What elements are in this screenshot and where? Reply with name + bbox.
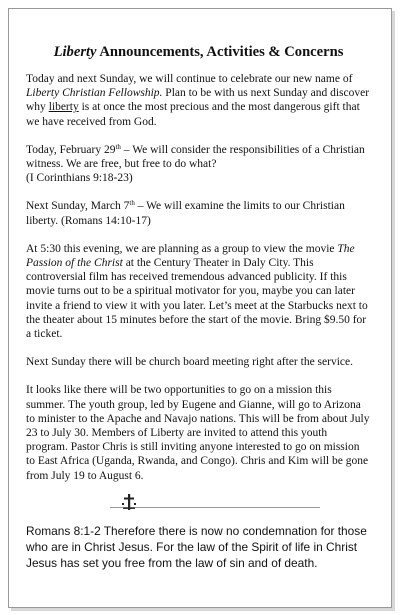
- page-title: [26, 44, 371, 61]
- text: – We will examine the limits to our Christian liberty. (Romans 14:10-17): [26, 200, 345, 227]
- section-divider: [110, 507, 320, 508]
- ordinal-suffix: th: [115, 142, 121, 151]
- paragraph-mission: It looks like there will be two opportunities to go on a mission this summer. The youth group, led by Eugene and Gianne, will go to Arizona to minister to the Apache and Navajo nations. This will be from about July 23 to July 30. Members of Liberty are invited to attend this youth program. Pastor Chris is still inviting anyone interested to go on mission to East Africa (Uganda, Rwanda, and Congo). Chris and Kim will be gone from July 19 to August 6.: [26, 384, 370, 482]
- text: Next Sunday, March 7: [26, 200, 130, 213]
- paragraph-today: [26, 143, 371, 186]
- liberty-word: liberty: [48, 101, 79, 114]
- text: is at once the most precious and the most dangerous gift that we have received from God.: [26, 101, 360, 128]
- text: Plan to be with us next Sunday and discover why: [26, 87, 370, 114]
- fellowship-name: Liberty Christian Fellowship.: [26, 87, 163, 100]
- announcements: [26, 72, 371, 497]
- paragraph-movie: [26, 242, 371, 341]
- movie-title: The Passion of the Christ: [26, 242, 355, 270]
- text: – We will consider the responsibilities of a Christian witness. We are free, but free to do what?: [26, 143, 365, 171]
- text: at the Century Theater in Daly City. This controversial film has received tremendous advanced publicity. If this movie turns out to be a spiritual motivator for you, maybe you can later invite a friend to view it with you later. Let’s meet at the Starbucks next to the theater about 15 minutes before the start of the movie. Bring $9.50 for a ticket.: [26, 257, 368, 341]
- title-rest: Announcements, Activities & Concerns: [96, 44, 344, 60]
- text: Today, February 29: [26, 143, 116, 156]
- scripture-verse: Romans 8:1-2 Therefore there is now no condemnation for those who are in Christ Jesus. For the law of the Spirit of life in Christ Jesus has set you free from the law of sin and of death.: [26, 524, 367, 570]
- text: Today and next Sunday, we will continue to celebrate our new name of: [26, 73, 353, 85]
- paragraph-new-name: [26, 72, 371, 129]
- scripture-reference: (I Corinthians 9:18-23): [26, 172, 133, 185]
- ordinal-suffix: th: [129, 199, 135, 208]
- paragraph-next-sunday: [26, 199, 371, 227]
- title-brand: Liberty: [53, 44, 97, 60]
- paragraph-board-meeting: Next Sunday there will be church board meeting right after the service.: [26, 356, 353, 369]
- text: At 5:30 this evening, we are planning as a group to view the movie: [26, 242, 338, 255]
- cross-icon: [121, 493, 137, 511]
